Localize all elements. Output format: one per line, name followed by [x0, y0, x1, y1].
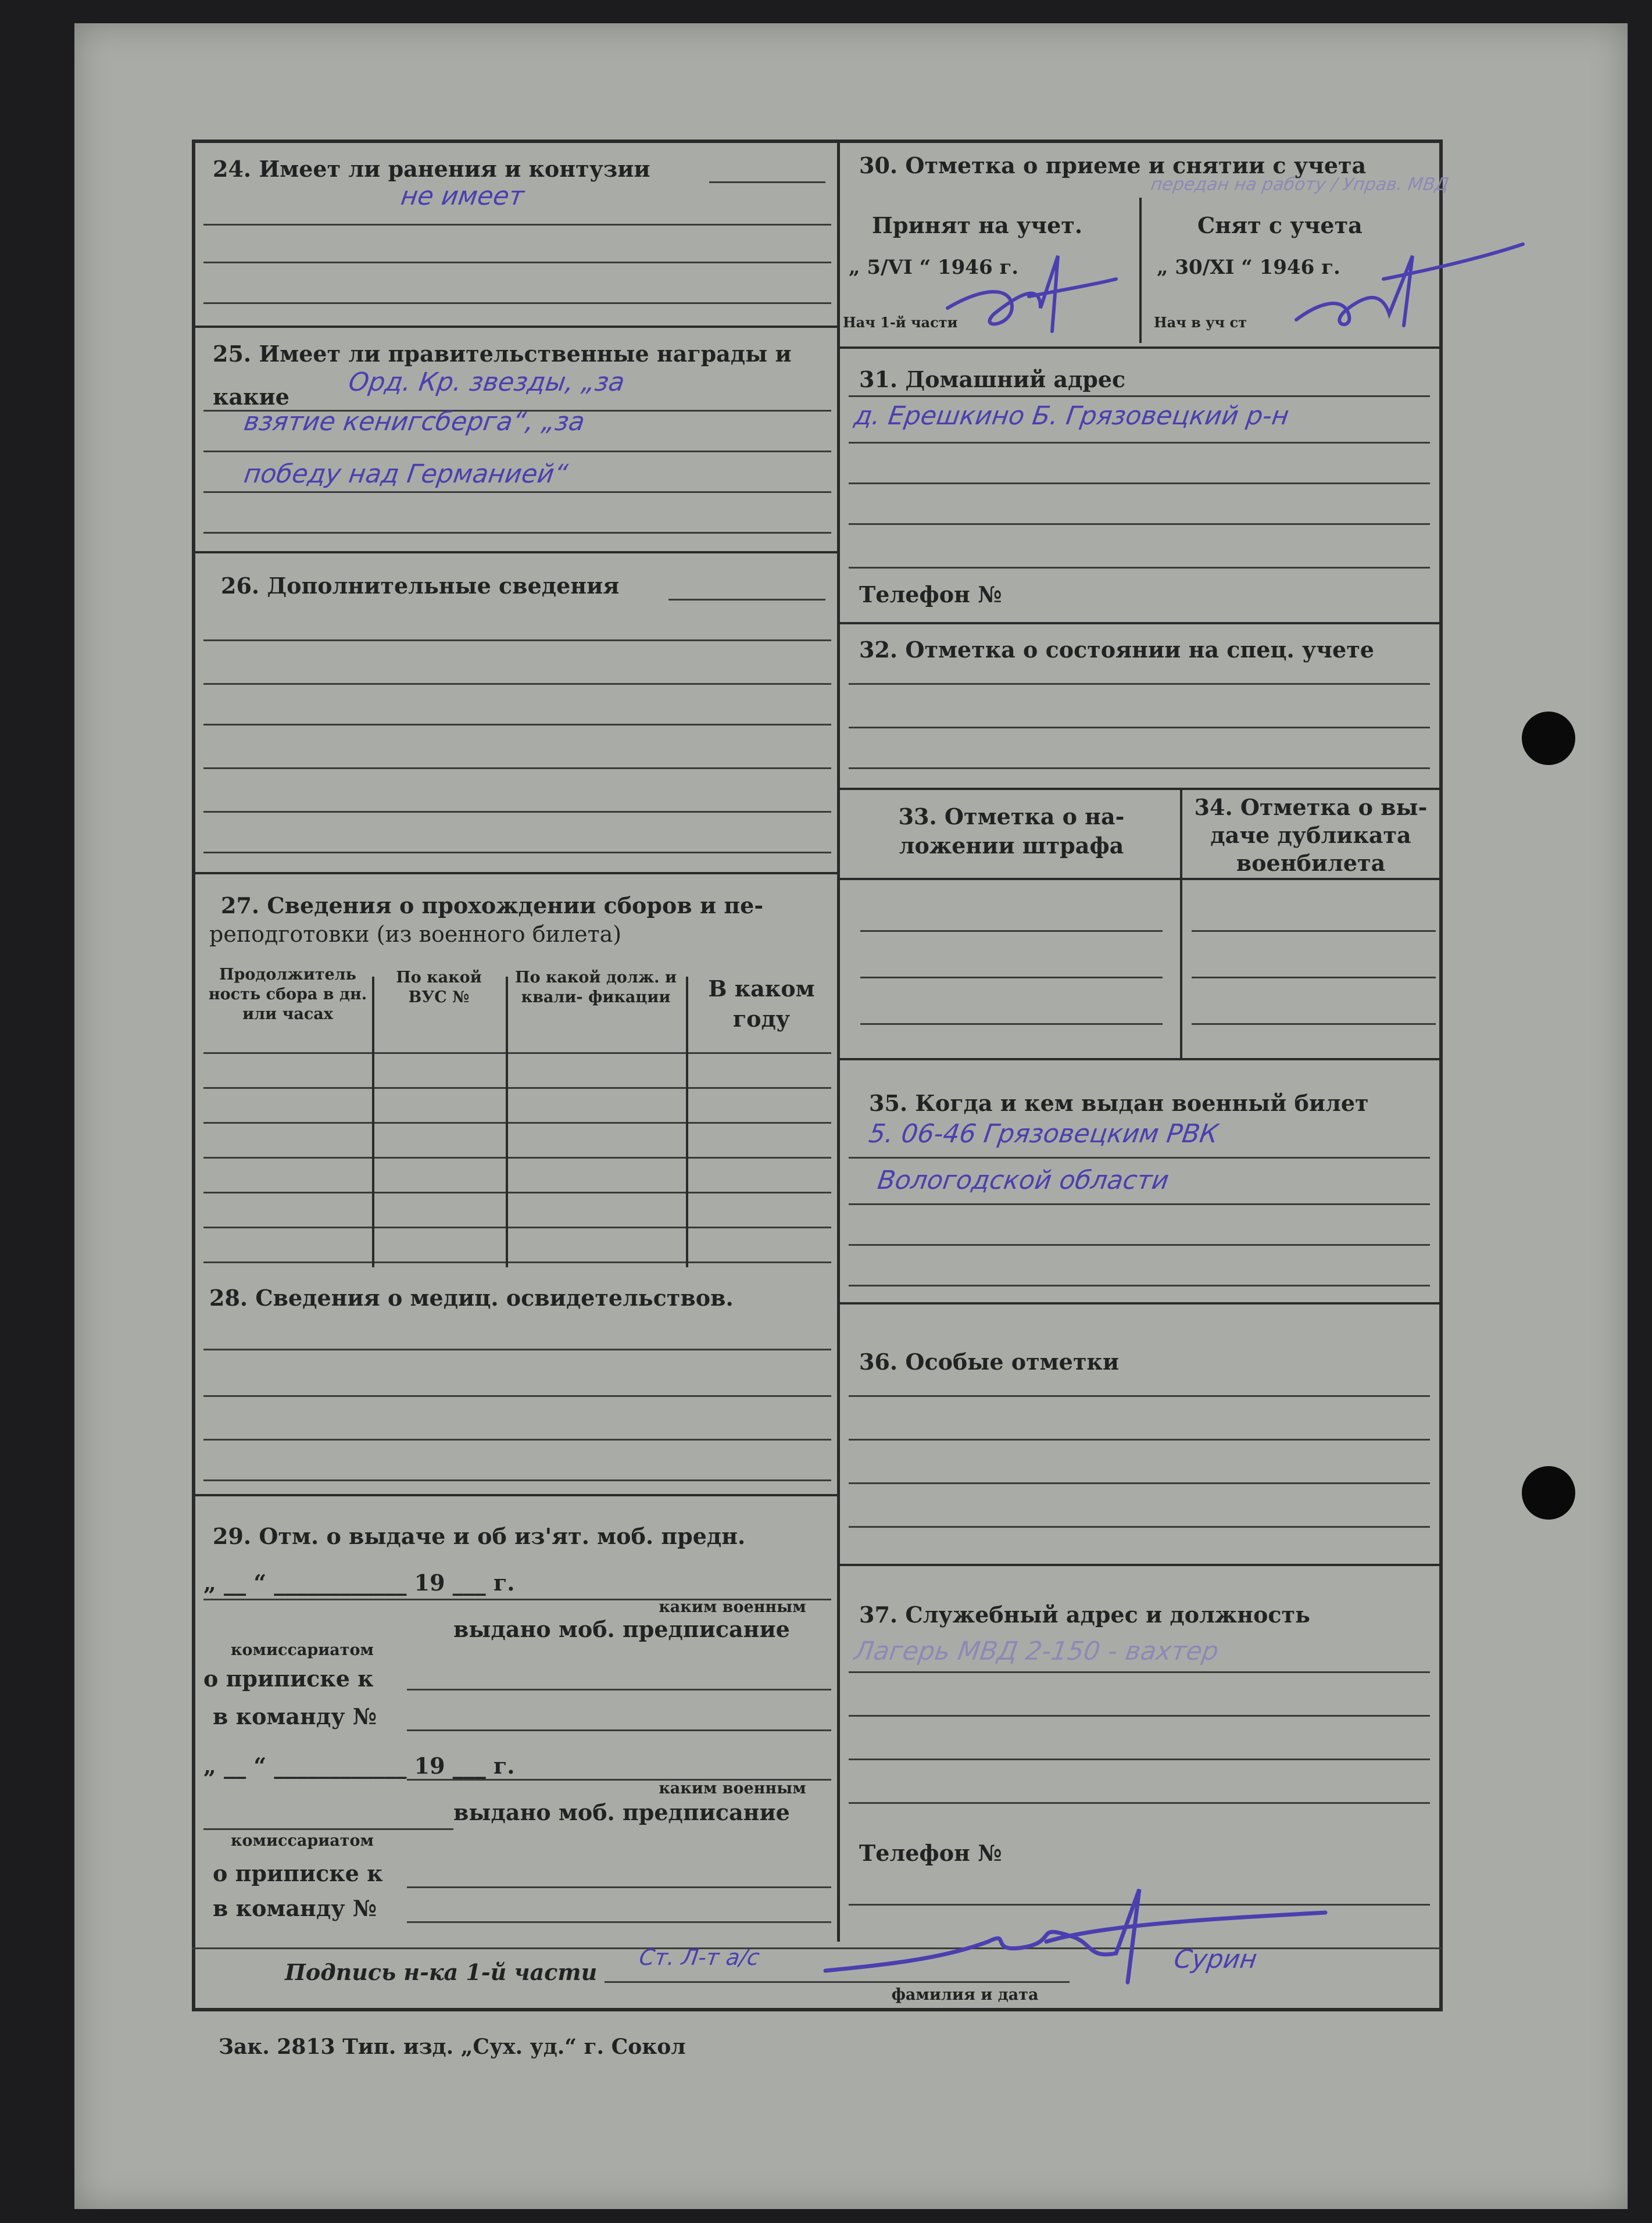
signature-name: Сурин — [1172, 1945, 1259, 1974]
rule — [849, 567, 1430, 569]
divider — [192, 1494, 838, 1496]
rule — [203, 1087, 831, 1089]
rule — [203, 683, 831, 685]
section-25-answer-line-1: Орд. Кр. звезды, „за — [346, 367, 627, 397]
section-24-title: 24. Имеет ли ранения и контузии — [213, 156, 650, 182]
divider — [838, 622, 1443, 624]
section-29-komandu: в команду № — [213, 1703, 377, 1729]
rule — [203, 1192, 831, 1193]
rule — [849, 483, 1430, 484]
rule — [1192, 1023, 1436, 1025]
section-29-kakim-2: каким военным — [659, 1779, 806, 1797]
rule — [1192, 977, 1436, 978]
rule — [203, 532, 831, 534]
rule — [203, 1828, 453, 1830]
section-25-prefix: какие — [213, 384, 289, 410]
rule — [203, 1052, 831, 1054]
rule — [849, 1395, 1430, 1397]
section-36-title: 36. Особые отметки — [859, 1349, 1120, 1375]
rule — [849, 1802, 1430, 1804]
rule — [203, 1479, 831, 1481]
column-qualification: По какой долж. и квали- фикации — [515, 968, 677, 1006]
punch-hole-bottom — [1522, 1466, 1575, 1520]
section-28-title: 28. Сведения о медиц. освидетельствов. — [209, 1285, 734, 1311]
section-29-date-row-2: „ __ “ ____________ 19 ___ г. — [203, 1753, 515, 1779]
section-29-pripiske: о приписке к — [203, 1666, 374, 1692]
section-25-title: 25. Имеет ли правительственные награды и — [213, 341, 792, 367]
center-divider — [837, 140, 840, 1942]
section-29-commissariat: комиссариатом — [231, 1641, 374, 1659]
column-duration: Продолжитель ность сбора в дн. или часах — [208, 966, 367, 1023]
section-37-answer: Лагерь МВД 2-150 - вахтер — [852, 1636, 1221, 1666]
section-37-title: 37. Служебный адрес и должность — [859, 1602, 1310, 1628]
rule — [203, 811, 831, 813]
section-29-issued-2: выдано моб. предписание — [453, 1799, 790, 1825]
section-35-answer-line-2: Вологодской области — [875, 1166, 1171, 1195]
signature-caption: фамилия и дата — [891, 1986, 1039, 2004]
section-29-komandu-2: в команду № — [213, 1895, 377, 1921]
signature-scribble-top-right — [1279, 233, 1535, 337]
rule — [849, 523, 1430, 525]
rule — [849, 1715, 1430, 1717]
divider-33-34 — [1180, 788, 1182, 1058]
accepted-date: „ 5/VI “ 1946 г. — [849, 256, 1019, 279]
rule — [407, 1921, 831, 1923]
rule — [203, 1395, 831, 1397]
rule — [203, 451, 831, 452]
signature-rank: Ст. Л-т а/с — [637, 1945, 761, 1970]
rule — [860, 1023, 1163, 1025]
rule — [849, 1439, 1430, 1441]
section-34-title: 34. Отметка о вы- даче дубликата военбилета — [1194, 794, 1428, 876]
accepted-label: Принят на учет. — [872, 212, 1083, 238]
chief-label-1: Нач 1-й части — [843, 314, 958, 331]
rule — [849, 1244, 1430, 1246]
rule — [203, 1157, 831, 1159]
section-29-issued: выдано моб. предписание — [453, 1616, 790, 1642]
rule — [203, 1349, 831, 1350]
rule — [709, 181, 825, 183]
divider — [192, 872, 838, 874]
rule — [203, 224, 831, 226]
rule — [849, 767, 1430, 769]
signature-scribble-top-left — [942, 244, 1151, 349]
section-31-answer: д. Ерешкино Б. Грязовецкий р-н — [852, 401, 1291, 431]
table-col — [506, 977, 508, 1267]
rule — [203, 262, 831, 263]
section-31-phone: Телефон № — [859, 581, 1002, 607]
section-29-commissariat-2: комиссариатом — [231, 1832, 374, 1850]
rule — [849, 683, 1430, 685]
divider — [192, 551, 838, 553]
rule — [849, 1759, 1430, 1760]
section-29-pripiske-2: о приписке к — [213, 1860, 383, 1886]
divider — [192, 326, 838, 328]
rule — [668, 599, 825, 601]
section-35-title: 35. Когда и кем выдан военный билет — [869, 1090, 1369, 1116]
removed-label: Снят с учета — [1197, 212, 1363, 238]
rule — [203, 852, 831, 853]
divider — [838, 878, 1443, 880]
rule — [407, 1886, 831, 1888]
signature-scribble-bottom — [814, 1872, 1337, 2000]
rule — [849, 1482, 1430, 1484]
section-26-title: 26. Дополнительные сведения — [221, 573, 620, 599]
section-29-date-row: „ __ “ ____________ 19 ___ г. — [203, 1570, 515, 1596]
rule — [203, 302, 831, 304]
chief-label-2: Нач в уч ст — [1154, 314, 1247, 331]
section-30-title: 30. Отметка о приеме и снятии с учета — [859, 152, 1367, 178]
removed-date: „ 30/XI “ 1946 г. — [1157, 256, 1340, 279]
divider — [838, 1564, 1443, 1566]
rule — [849, 727, 1430, 728]
signature-label: Подпись н-ка 1-й части — [285, 1959, 598, 1985]
punch-hole-top — [1522, 712, 1575, 765]
section-27-title-line-1: 27. Сведения о прохождении сборов и пе- — [221, 892, 764, 918]
section-27-title-line-2: реподготовки (из военного билета) — [209, 921, 622, 947]
divider — [838, 1058, 1443, 1060]
rule — [849, 1671, 1430, 1673]
rule — [203, 1122, 831, 1124]
section-33-title: 33. Отметка о на- ложении штрафа — [898, 803, 1125, 859]
section-35-answer-line-1: 5. 06-46 Грязовецким РВК — [867, 1119, 1220, 1149]
rule — [849, 1203, 1430, 1205]
rule — [203, 1439, 831, 1441]
section-29-kakim: каким военным — [659, 1598, 806, 1616]
rule — [849, 1157, 1430, 1159]
print-imprint: Зак. 2813 Тип. изд. „Сух. уд.“ г. Сокол — [219, 2035, 686, 2059]
rule — [1192, 930, 1436, 932]
column-year: В каком году — [708, 975, 815, 1032]
section-32-title: 32. Отметка о состоянии на спец. учете — [859, 637, 1374, 663]
section-37-phone: Телефон № — [859, 1840, 1002, 1866]
rule — [203, 1227, 831, 1228]
rule — [203, 491, 831, 493]
column-vus: По какой ВУС № — [396, 968, 482, 1006]
rule — [203, 1261, 831, 1263]
table-col — [372, 977, 374, 1267]
section-24-answer: не имеет — [399, 181, 526, 211]
rule — [203, 639, 831, 641]
section-25-answer-line-3: победу над Германией“ — [242, 459, 570, 489]
rule — [849, 395, 1430, 397]
rule — [860, 930, 1163, 932]
rule — [407, 1729, 831, 1731]
rule — [407, 1689, 831, 1691]
rule — [203, 767, 831, 769]
section-25-answer-line-2: взятие кенигсберга“, „за — [242, 407, 587, 437]
section-30-note: передан на работу / Управ. МВД — [1149, 174, 1450, 195]
rule — [849, 442, 1430, 444]
divider — [838, 1302, 1443, 1305]
divider — [838, 788, 1443, 790]
section-31-title: 31. Домашний адрес — [859, 366, 1126, 392]
rule — [849, 1526, 1430, 1528]
table-col — [686, 977, 688, 1267]
section-29-title: 29. Отм. о выдаче и об из'ят. моб. предн. — [213, 1523, 746, 1549]
rule — [203, 724, 831, 725]
rule — [860, 977, 1163, 978]
rule — [849, 1285, 1430, 1286]
